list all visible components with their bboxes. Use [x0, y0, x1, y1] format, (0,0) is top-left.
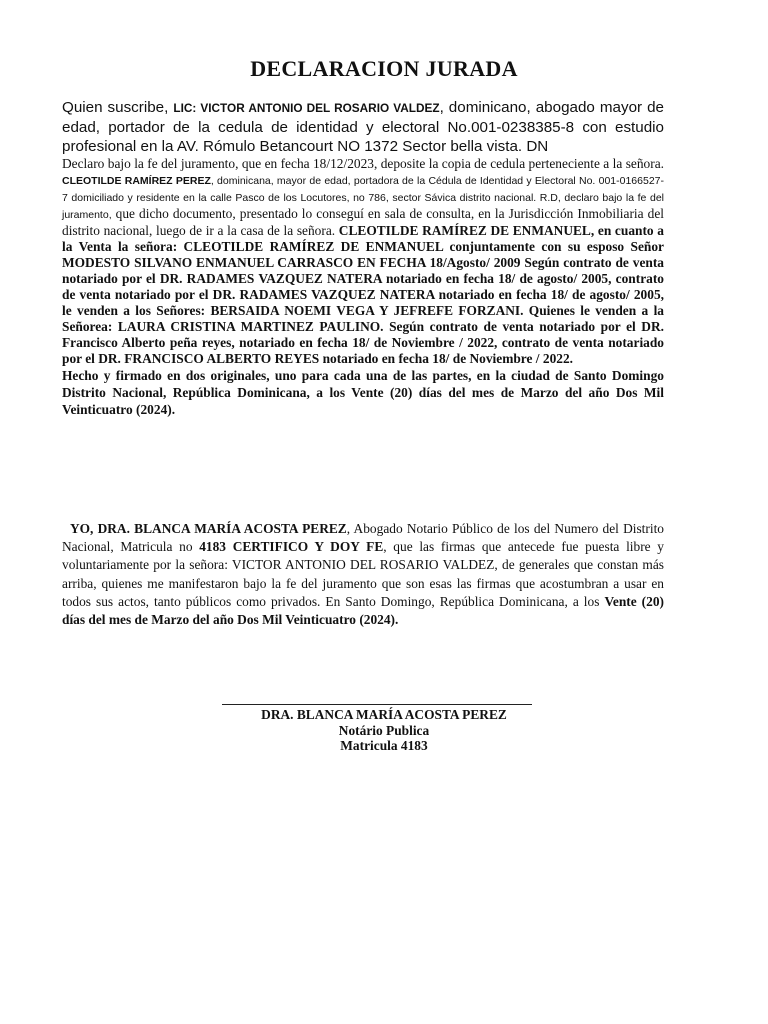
notary-certification — [62, 520, 664, 629]
declaration-continued: que dicho documento, presentado lo conseguí en sala de consulta, en la Jurisdicción Inmobiliaria del distrito nacional, luego de ir a la casa de la señora. — [62, 206, 664, 238]
document-title: DECLARACION JURADA — [250, 56, 518, 81]
signing-paragraph: Hecho y firmado en dos originales, uno para cada una de las partes, en la ciudad de Santo Domingo Distrito Nacional, República Dominicana, a los Vente (20) días del mes de Marzo del año Dos Mil Veinticuatro (2024). — [62, 368, 664, 417]
declarant-name: LIC: VICTOR ANTONIO DEL ROSARIO VALDEZ — [173, 101, 440, 115]
signature-role: Notário Publica — [338, 722, 430, 738]
declaration-paragraph — [62, 156, 664, 367]
notary-text-2: , que las firmas que antecede fue puesta libre y voluntariamente por la señora: VICTOR ANTONIO DEL ROSARIO VALDEZ, de generales que constan más arriba, quienes me manifestaron bajo la fe del juramento que son esas las firmas que acostumbran a usar en todos sus actos, tanto públicos como privados. En Santo Domingo, República Dominicana, a los — [62, 539, 665, 609]
signature-name: DRA. BLANCA MARÍA ACOSTA PEREZ — [261, 707, 507, 722]
signature-block — [0, 707, 768, 754]
declaration-intro: Declaro bajo la fe del juramento, que en fecha 18/12/2023, deposite la copia de cedula perteneciente a la señora. — [62, 156, 664, 171]
declarant-details: , dominicano, abogado mayor de edad, portador de la cedula de identidad y electoral No.001-0238385-8 con estudio profesional en la AV. Rómulo Betancourt NO 1372 Sector bella vista. DN — [62, 99, 664, 155]
owner-name: CLEOTILDE RAMÍREZ PEREZ — [62, 175, 211, 187]
declarant-intro: Quien suscribe, — [62, 99, 174, 116]
owner-details: , dominicana, mayor de edad, portadora de la Cédula de Identidad y Electoral No. 001-0166527-7 domiciliado y residente en la calle Pasco de los Locutores, no 786, sector Sávica distrito nacional. R.D, declaro bajo la fe del juramento, — [62, 175, 665, 221]
notary-certify: 4183 CERTIFICO Y DOY FE — [199, 539, 384, 555]
declarant-paragraph — [62, 98, 664, 156]
signature-line — [222, 704, 532, 705]
notary-date: Vente (20) días del mes de Marzo del año Dos Mil Veinticuatro (2024). — [62, 593, 664, 628]
declaration-body — [62, 98, 664, 418]
notary-text-1: , Abogado Notario Público de los del Numero del Distrito Nacional, Matricula no — [62, 521, 664, 555]
signature-matricula: Matricula 4183 — [340, 738, 428, 754]
sale-history: CLEOTILDE RAMÍREZ DE ENMANUEL, en cuanto a la Venta la señora: CLEOTILDE RAMÍREZ DE ENMANUEL conjuntamente con su esposo Señor MODESTO SILVANO ENMANUEL CARRASCO EN FECHA 18/Agosto/ 2009 Según contrato de venta notariado por el DR. RADAMES VAZQUEZ NATERA notariado en fecha 18/ de agosto/ 2005, contrato de venta notariado por el DR. RADAMES VAZQUEZ NATERA notariado en fecha 18/ de agosto/ 2005, le venden a los Señores: BERSAIDA NOEMI VEGA Y JEFREFE FORZANI. Quienes le venden a la Señorea: LAURA CRISTINA MARTINEZ PAULINO. Según contrato de venta notariado por el DR. Francisco Alberto peña reyes, notariado en fecha 18/ de Noviembre / 2022, contrato de venta notariado por el DR. FRANCISCO ALBERTO REYES notariado en fecha 18/ de Noviembre / 2022. — [62, 223, 664, 366]
notary-name: YO, DRA. BLANCA MARÍA ACOSTA PEREZ — [62, 521, 347, 536]
